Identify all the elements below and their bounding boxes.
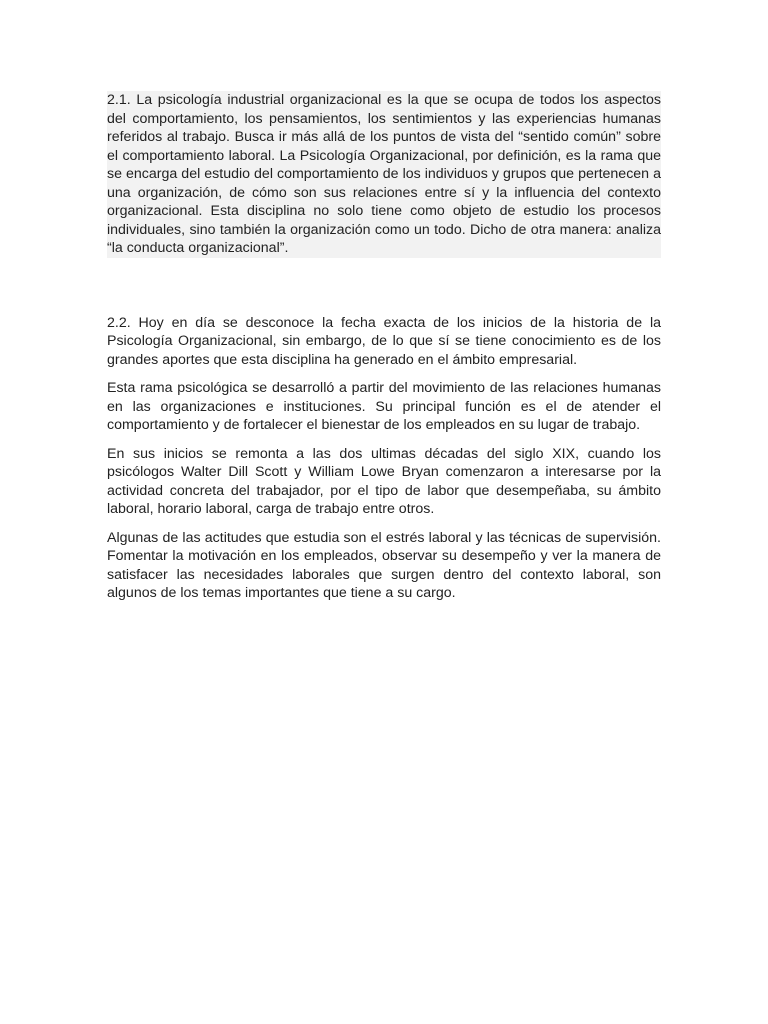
paragraph-2-2-intro: 2.2. Hoy en día se desconoce la fecha exacta de los inicios de la historia de la Psicología Organizacional, sin embargo, de lo que sí se tiene conocimiento es de los grandes aportes que esta disciplina ha generado en el ámbito empresarial. [107, 314, 661, 368]
paragraph-2-2-origin: Esta rama psicológica se desarrolló a partir del movimiento de las relaciones humanas en las organizaciones e instituciones. Su principal función es el de atender el comportamiento y de fortalecer el bienestar de los empleados en su lugar de trabajo. [107, 380, 661, 433]
paragraph-2-2-history: En sus inicios se remonta a las dos ultimas décadas del siglo XIX, cuando los psicólogos Walter Dill Scott y William Lowe Bryan comenzaron a interesarse por la actividad concreta del trabajador, por el tipo de labor que desempeñaba, su ámbito laboral, horario laboral, carga de trabajo entre otros. [107, 445, 661, 517]
paragraph-2-1: 2.1. La psicología industrial organizacional es la que se ocupa de todos los aspectos del comportamiento, los pensamientos, los sentimientos y las experiencias humanas referidos al trabajo. Busca ir más allá de los puntos de vista del “sentido común” sobre el comportamiento laboral. La Psicología Organizacional, por definición, es la rama que se encarga del estudio del comportamiento de los individuos y grupos que pertenecen a una organización, de cómo son sus relaciones entre sí y la influencia del contexto organizacional. Esta disciplina no solo tiene como objeto de estudio los procesos individuales, sino también la organización como un todo. Dicho de otra manera: analiza “la conducta organizacional”. [107, 92, 661, 256]
paragraph-spacer [107, 519, 661, 529]
document-body [107, 91, 661, 603]
paragraph-spacer [107, 369, 661, 379]
paragraph-2-2-topics: Algunas de las actitudes que estudia son el estrés laboral y las técnicas de supervisión. Fomentar la motivación en los empleados, observar su desempeño y ver la manera de satisfacer las necesidades laborales que surgen dentro del contexto laboral, son algunos de los temas importantes que tiene a su cargo. [107, 529, 661, 601]
paragraph-spacer [107, 435, 661, 445]
section-spacer [107, 258, 661, 314]
